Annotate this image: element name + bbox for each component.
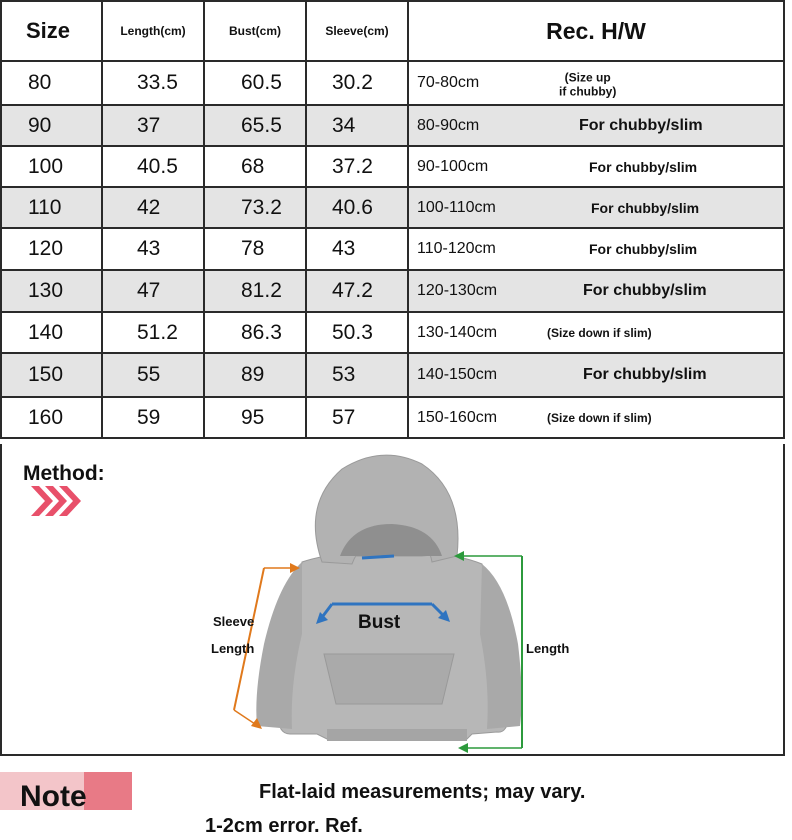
bust-label: Bust [358, 612, 401, 633]
cell-rec-height-weight [408, 270, 784, 312]
cell-rec-height-weight [408, 146, 784, 187]
cell-rec-height-weight [408, 187, 784, 228]
rec-fit-note: (Size down if slim) [547, 410, 652, 425]
rec-height-range: 140-150cm [417, 366, 498, 383]
rec-height-range: 150-160cm [417, 408, 498, 426]
table-row [1, 353, 784, 397]
cell-rec-height-weight [408, 105, 784, 146]
cell-rec-height-weight [408, 228, 784, 270]
cell-size: 80 [1, 61, 102, 105]
header-size: Size [1, 1, 102, 61]
cell-size: 150 [1, 353, 102, 397]
table-body [1, 61, 784, 438]
cell-size: 130 [1, 270, 102, 312]
cell-length: 37 [102, 105, 204, 146]
cell-rec-height-weight [408, 353, 784, 397]
table-row [1, 146, 784, 187]
table-header-row [1, 1, 784, 61]
cell-sleeve: 47.2 [306, 270, 408, 312]
rec-height-range: 130-140cm [417, 323, 498, 341]
cell-bust: 81.2 [204, 270, 306, 312]
note-text-line-1: Flat-laid measurements; may vary. [259, 781, 586, 803]
cell-bust: 78 [204, 228, 306, 270]
rec-fit-note: For chubby/slim [583, 366, 707, 383]
header-rec-height-weight: Rec. H/W [408, 1, 784, 61]
cell-bust: 86.3 [204, 312, 306, 353]
rec-height-range: 120-130cm [417, 282, 498, 299]
rec-height-range: 110-120cm [417, 240, 496, 257]
cell-size: 140 [1, 312, 102, 353]
rec-fit-note: For chubby/slim [591, 199, 700, 216]
rec-height-range: 100-110cm [417, 198, 496, 216]
cell-sleeve: 30.2 [306, 61, 408, 105]
note-badge-accent [84, 772, 132, 810]
rec-height-range: 90-100cm [417, 157, 489, 175]
note-text-line-2: 1-2cm error. Ref. [205, 815, 363, 837]
header-length: Length(cm) [102, 1, 204, 61]
method-section [0, 444, 785, 756]
table-row [1, 228, 784, 270]
cell-bust: 65.5 [204, 105, 306, 146]
cell-size: 90 [1, 105, 102, 146]
header-bust: Bust(cm) [204, 1, 306, 61]
table-row [1, 397, 784, 438]
cell-sleeve: 40.6 [306, 187, 408, 228]
length-label: Length [526, 641, 570, 656]
table-row [1, 187, 784, 228]
cell-length: 33.5 [102, 61, 204, 105]
rec-height-range: 70-80cm [417, 74, 480, 91]
cell-size: 120 [1, 228, 102, 270]
sleeve-length-label-top: Sleeve [213, 614, 255, 629]
cell-sleeve: 57 [306, 397, 408, 438]
cell-sleeve: 53 [306, 353, 408, 397]
sleeve-length-label-bottom: Length [211, 641, 255, 656]
cell-size: 100 [1, 146, 102, 187]
rec-fit-note: (Size down if slim) [547, 325, 652, 340]
cell-sleeve: 50.3 [306, 312, 408, 353]
cell-bust: 89 [204, 353, 306, 397]
cell-length: 51.2 [102, 312, 204, 353]
cell-bust: 68 [204, 146, 306, 187]
rec-height-range: 80-90cm [417, 116, 480, 134]
cell-length: 55 [102, 353, 204, 397]
note-title: Note [20, 780, 87, 813]
cell-length: 40.5 [102, 146, 204, 187]
hoodie-illustration [2, 444, 783, 754]
rec-fit-note: For chubby/slim [583, 282, 707, 299]
method-title: Method: [23, 462, 105, 485]
cell-bust: 95 [204, 397, 306, 438]
cell-rec-height-weight [408, 312, 784, 353]
cell-size: 160 [1, 397, 102, 438]
cell-length: 42 [102, 187, 204, 228]
rec-fit-note: For chubby/slim [589, 158, 698, 175]
table-row [1, 105, 784, 146]
cell-bust: 60.5 [204, 61, 306, 105]
cell-rec-height-weight [408, 397, 784, 438]
cell-length: 59 [102, 397, 204, 438]
cell-sleeve: 34 [306, 105, 408, 146]
header-sleeve: Sleeve(cm) [306, 1, 408, 61]
cell-sleeve: 43 [306, 228, 408, 270]
cell-length: 43 [102, 228, 204, 270]
cell-sleeve: 37.2 [306, 146, 408, 187]
table-row [1, 312, 784, 353]
table-row [1, 270, 784, 312]
cell-size: 110 [1, 187, 102, 228]
table-row [1, 61, 784, 105]
rec-fit-note: For chubby/slim [579, 116, 703, 134]
cell-rec-height-weight [408, 61, 784, 105]
rec-fit-note: For chubby/slim [589, 241, 698, 257]
cell-bust: 73.2 [204, 187, 306, 228]
rec-fit-note: (Size up if chubby) [559, 70, 617, 99]
cell-length: 47 [102, 270, 204, 312]
